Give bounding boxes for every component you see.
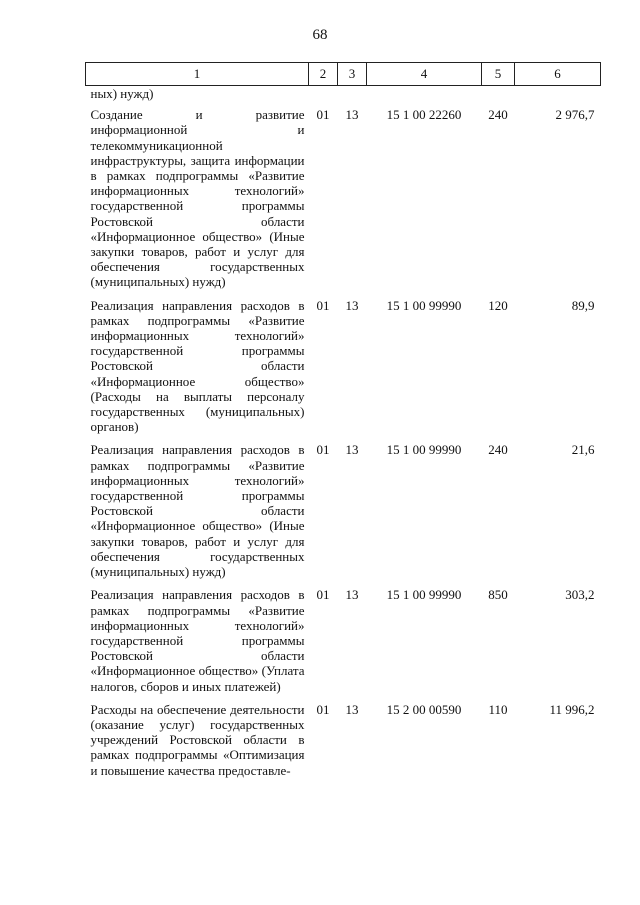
table-row xyxy=(86,107,601,297)
row-target-code: 15 1 00 22260 xyxy=(386,107,462,123)
row-description: Создание и развитие информационной и телекоммуникационной инфраструктуры, защита информации в рамках подпрограммы «Развитие информационных технологий» государственной программы Ростовской области «Информационное общество» (Иные закупки товаров, работ и услуг для обеспечения государственных (муниципальных) нужд) xyxy=(90,107,305,290)
row-subsection: 13 xyxy=(345,442,359,458)
row-expense-type: 240 xyxy=(488,107,508,123)
row-target-code: 15 1 00 99990 xyxy=(386,587,462,603)
row-description: Реализация направления расходов в рамках подпрограммы «Развитие информационных технологий» государственной программы Ростовской области «Информационное общество» (Расходы на выплаты персоналу государственных (муниципальных) органов) xyxy=(90,297,305,435)
row-description: Расходы на обеспечение деятельности (оказание услуг) государственных учреждений Ростовской области в рамках подпрограммы «Оптимизация и повышение качества предоставле- xyxy=(90,701,305,778)
table-header xyxy=(86,63,601,86)
row-subsection: 13 xyxy=(345,587,359,603)
continuation-text: ных) нужд) xyxy=(90,86,154,101)
row-amount: 21,6 xyxy=(571,442,595,458)
table-body xyxy=(86,86,601,786)
row-amount: 2 976,7 xyxy=(555,107,595,123)
page-number: 68 xyxy=(312,27,328,43)
row-section: 01 xyxy=(316,442,330,458)
row-target-code: 15 1 00 99990 xyxy=(386,442,462,458)
table-row xyxy=(86,298,601,443)
table-row xyxy=(86,587,601,701)
row-subsection: 13 xyxy=(345,297,359,313)
row-expense-type: 120 xyxy=(488,297,508,313)
row-description: Реализация направления расходов в рамках подпрограммы «Развитие информационных технологий» государственной программы Ростовской области «Информационное общество» (Иные закупки товаров, работ и услуг для обеспечения государственных (муниципальных) нужд) xyxy=(90,442,305,580)
row-section: 01 xyxy=(316,297,330,313)
row-section: 01 xyxy=(316,107,330,123)
row-target-code: 15 1 00 99990 xyxy=(386,297,462,313)
row-expense-type: 110 xyxy=(488,701,508,717)
row-subsection: 13 xyxy=(345,107,359,123)
row-section: 01 xyxy=(316,701,330,717)
column-header-2: 2 xyxy=(309,63,338,86)
column-header-6: 6 xyxy=(515,63,601,86)
continuation-row xyxy=(86,86,601,108)
row-description: Реализация направления расходов в рамках подпрограммы «Развитие информационных технологий» государственной программы Ростовской области «Информационное общество» (Уплата налогов, сборов и иных платежей) xyxy=(90,587,305,694)
row-expense-type: 240 xyxy=(488,442,508,458)
column-header-1: 1 xyxy=(86,63,309,86)
row-target-code: 15 2 00 00590 xyxy=(386,701,462,717)
budget-table xyxy=(85,62,601,786)
header-row xyxy=(86,63,601,86)
table-row xyxy=(86,442,601,587)
column-header-4: 4 xyxy=(367,63,482,86)
row-amount: 303,2 xyxy=(565,587,595,603)
row-expense-type: 850 xyxy=(488,587,508,603)
column-header-3: 3 xyxy=(338,63,367,86)
column-header-5: 5 xyxy=(482,63,515,86)
row-section: 01 xyxy=(316,587,330,603)
row-amount: 89,9 xyxy=(571,297,595,313)
table-row xyxy=(86,702,601,786)
row-amount: 11 996,2 xyxy=(549,701,595,717)
row-subsection: 13 xyxy=(345,701,359,717)
